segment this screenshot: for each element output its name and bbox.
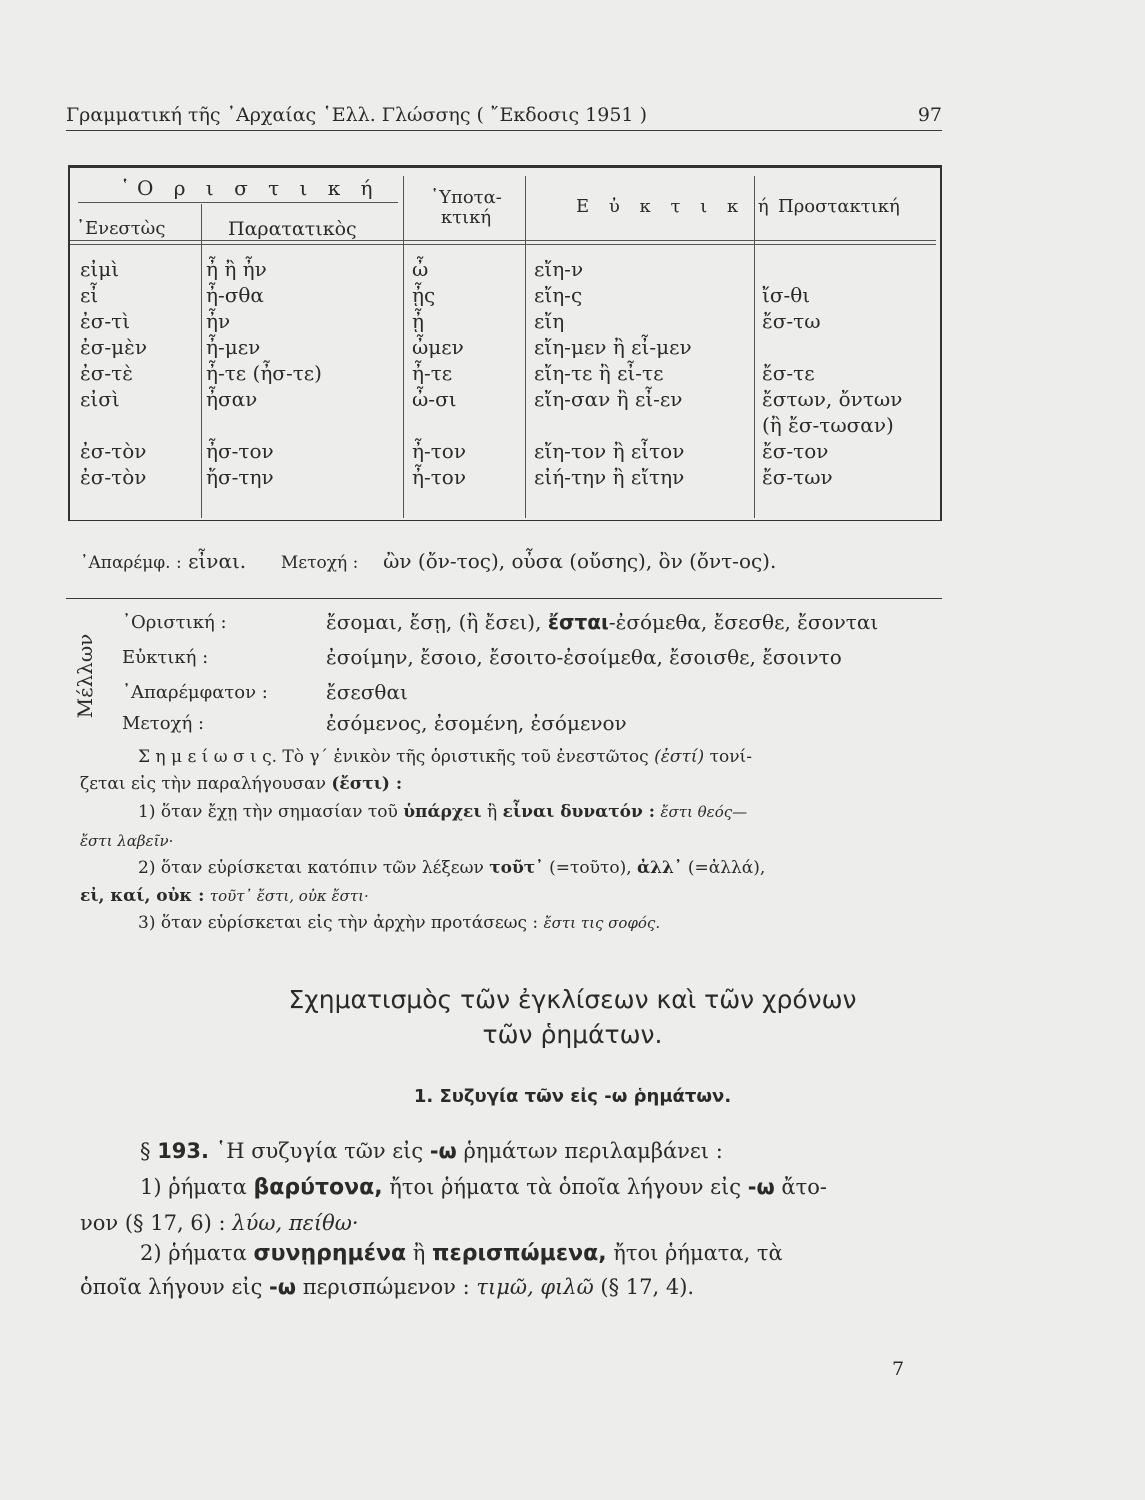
note-line-7: 3) ὅταν εὑρίσκεται εἰς τὴν ἀρχὴν προτάσεως : ἔστι τις σοφός.: [138, 913, 661, 933]
column-enestos: [80, 256, 147, 490]
header-title: Γραμματική τῆς ᾿Αρχαίας ῾Ελλ. Γλώσσης ( ῎Εκδοσις 1951 ): [66, 104, 647, 126]
section-title-line-2: τῶν ῥημάτων.: [482, 1020, 663, 1049]
form-cell: ἦσ-τον: [206, 439, 274, 463]
form-cell: [762, 334, 902, 360]
running-header: [66, 104, 942, 131]
form-cell: εἴη-τε ἢ εἶ-τε: [534, 361, 664, 385]
form-cell: ἦ-τε: [412, 361, 453, 385]
form-cell: εἶ: [80, 283, 99, 307]
form-cell: ἦ-τε (ἦσ-τε): [206, 361, 322, 385]
form-cell: ᾖ: [412, 309, 424, 333]
column-rule: [201, 204, 202, 518]
form-cell: ὦ-σι: [412, 387, 457, 411]
header-prostaktiki: Προστακτική: [778, 196, 900, 217]
form-cell: ἦσαν: [206, 387, 258, 411]
form-cell: ἐσ-μὲν: [80, 335, 148, 359]
future-label-infinitive: ᾿Απαρέμφατον :: [122, 682, 268, 703]
page-number: 97: [917, 104, 942, 126]
form-cell: ᾖς: [412, 283, 436, 307]
note-line-4: ἔστι λαβεῖν·: [80, 832, 174, 850]
infinitive-value: εἶναι.: [188, 549, 247, 573]
form-cell: εἰή-την ἢ εἴτην: [534, 465, 685, 489]
future-value-infinitive: ἔσεσθαι: [326, 680, 408, 704]
future-label-oristiki: ᾿Οριστική :: [122, 612, 227, 633]
future-label-participle: Μετοχή :: [122, 713, 205, 734]
column-paratatikos: [206, 256, 322, 490]
form-cell: ἐσ-τὸν: [80, 465, 147, 489]
header-ypotaktiki: ῾Υποτα- κτική: [430, 187, 502, 228]
form-cell: [534, 412, 692, 438]
note-heading: Σ η μ ε ί ω σ ι ς.: [138, 747, 278, 767]
section-subtitle: 1. Συζυγία τῶν εἰς -ω ῥημάτων.: [413, 1086, 732, 1107]
section-sign: §: [140, 1139, 151, 1163]
infinitive-label: ᾿Απαρέμφ. :: [80, 553, 182, 573]
paragraph-line-3: νον (§ 17, 6) : λύω, πείθω·: [80, 1211, 359, 1235]
form-cell: ἔσ-τε: [762, 361, 815, 385]
note-line-5: 2) ὅταν εὑρίσκεται κατόπιν τῶν λέξεων τοῦτ᾽ (=τοῦτο), ἀλλ᾽ (=ἀλλά),: [138, 858, 766, 878]
note-line-1: Σ η μ ε ί ω σ ι ς. Τὸ γ΄ ἑνικὸν τῆς ὁριστικῆς τοῦ ἐνεστῶτος (ἐστί) τονί-: [138, 747, 752, 767]
form-cell: ἔσ-των: [762, 465, 833, 489]
note-line-6: εἰ, καί, οὐκ : τοῦτ᾽ ἔστι, οὐκ ἔστι·: [80, 886, 369, 906]
column-rule: [754, 176, 755, 518]
form-cell: εἴη: [534, 309, 565, 333]
column-rule: [403, 176, 404, 518]
form-cell: [206, 412, 322, 438]
form-cell: ἦ-τον: [412, 465, 467, 489]
participle-label: Μετοχή :: [280, 553, 359, 573]
form-cell: ἦν: [206, 309, 231, 333]
form-cell: ἴσ-θι: [762, 283, 811, 307]
form-cell: [80, 412, 147, 438]
header-oristiki: ῾Ο ρ ι σ τ ι κ ή: [120, 176, 380, 200]
form-cell: ὦ: [412, 257, 429, 281]
form-cell: εἰμὶ: [80, 257, 120, 281]
form-cell: εἴη-σαν ἢ εἶ-εν: [534, 387, 683, 411]
form-cell: εἴη-ς: [534, 283, 583, 307]
paragraph-line-1: § 193. ῾Η συζυγία τῶν εἰς -ω ῥημάτων περιλαμβάνει :: [140, 1139, 723, 1163]
header-paratatikos: Παρατατικὸς: [228, 218, 357, 240]
note-line-2: ζεται εἰς τὴν παραλήγουσαν (ἔστι) :: [80, 774, 403, 794]
future-value-participle: ἐσόμενος, ἐσομένη, ἐσόμενον: [326, 711, 627, 735]
form-cell: ἦ-τον: [412, 439, 467, 463]
header-rule: [70, 244, 936, 245]
column-euktiki: [534, 256, 692, 490]
divider: [66, 598, 942, 599]
future-value-euktiki: ἐσοίμην, ἔσοιο, ἔσοιτο-ἐσοίμεθα, ἔσοισθε, ἔσοιντο: [326, 645, 842, 669]
form-cell: ἔστων, ὄντων: [762, 387, 903, 411]
form-cell: εἴη-μεν ἢ εἶ-μεν: [534, 335, 692, 359]
header-rule: [70, 240, 936, 241]
form-cell: (ἢ ἔσ-τωσαν): [762, 413, 894, 437]
form-cell: ἦ ἢ ἦν: [206, 257, 267, 281]
column-rule: [525, 176, 526, 518]
form-cell: [762, 256, 902, 282]
form-cell: ἐσ-τὲ: [80, 361, 133, 385]
paragraph-line-5: ὁποῖα λήγουν εἰς -ω περισπώμενον : τιμῶ, φιλῶ (§ 17, 4).: [80, 1275, 695, 1299]
paradigm-table: [68, 165, 942, 521]
paragraph-number: 193.: [157, 1139, 210, 1163]
future-value-oristiki: ἔσομαι, ἔσῃ, (ἢ ἔσει), ἔσται-ἐσόμεθα, ἔσεσθε, ἔσονται: [326, 610, 879, 634]
future-side-label: Μέλλων: [73, 633, 97, 719]
signature-number: 7: [892, 1358, 905, 1380]
future-label-euktiki: Εὐκτική :: [122, 647, 209, 668]
participle-value: ὢν (ὄν-τος), οὖσα (οὔσης), ὂν (ὄντ-ος).: [383, 549, 777, 573]
infinitive-line: [80, 549, 776, 573]
column-prostaktiki: [762, 256, 902, 490]
form-cell: ἐσ-τὶ: [80, 309, 131, 333]
form-cell: ὦμεν: [412, 335, 464, 359]
form-cell: ἔσ-τω: [762, 309, 821, 333]
header-enestos: ᾿Ενεστὼς: [76, 218, 166, 239]
form-cell: ἦ-σθα: [206, 283, 264, 307]
form-cell: ἤσ-την: [206, 465, 274, 489]
form-cell: εἴη-τον ἢ εἶτον: [534, 439, 685, 463]
form-cell: εἴη-ν: [534, 257, 584, 281]
form-cell: [412, 412, 466, 438]
header-euktiki: Ε ὐ κ τ ι κ ή: [576, 196, 776, 217]
paragraph-line-2: 1) ῥήματα βαρύτονα, ἤτοι ῥήματα τὰ ὁποῖα λήγουν εἰς -ω ἄτο-: [140, 1175, 827, 1200]
note-line-3: 1) ὅταν ἔχῃ τὴν σημασίαν τοῦ ὑπάρχει ἢ εἶναι δυνατόν : ἔστι θεός—: [138, 802, 748, 822]
header-subrule: [78, 202, 398, 203]
form-cell: ἦ-μεν: [206, 335, 261, 359]
paragraph-line-4: 2) ῥήματα συνῃρημένα ἢ περισπώμενα, ἤτοι ῥήματα, τὰ: [140, 1241, 783, 1266]
column-ypotaktiki: [412, 256, 466, 490]
form-cell: ἔσ-τον: [762, 439, 829, 463]
form-cell: εἰσὶ: [80, 387, 120, 411]
section-title-line-1: Σχηματισμὸς τῶν ἐγκλίσεων καὶ τῶν χρόνων: [288, 985, 857, 1014]
form-cell: ἐσ-τὸν: [80, 439, 147, 463]
